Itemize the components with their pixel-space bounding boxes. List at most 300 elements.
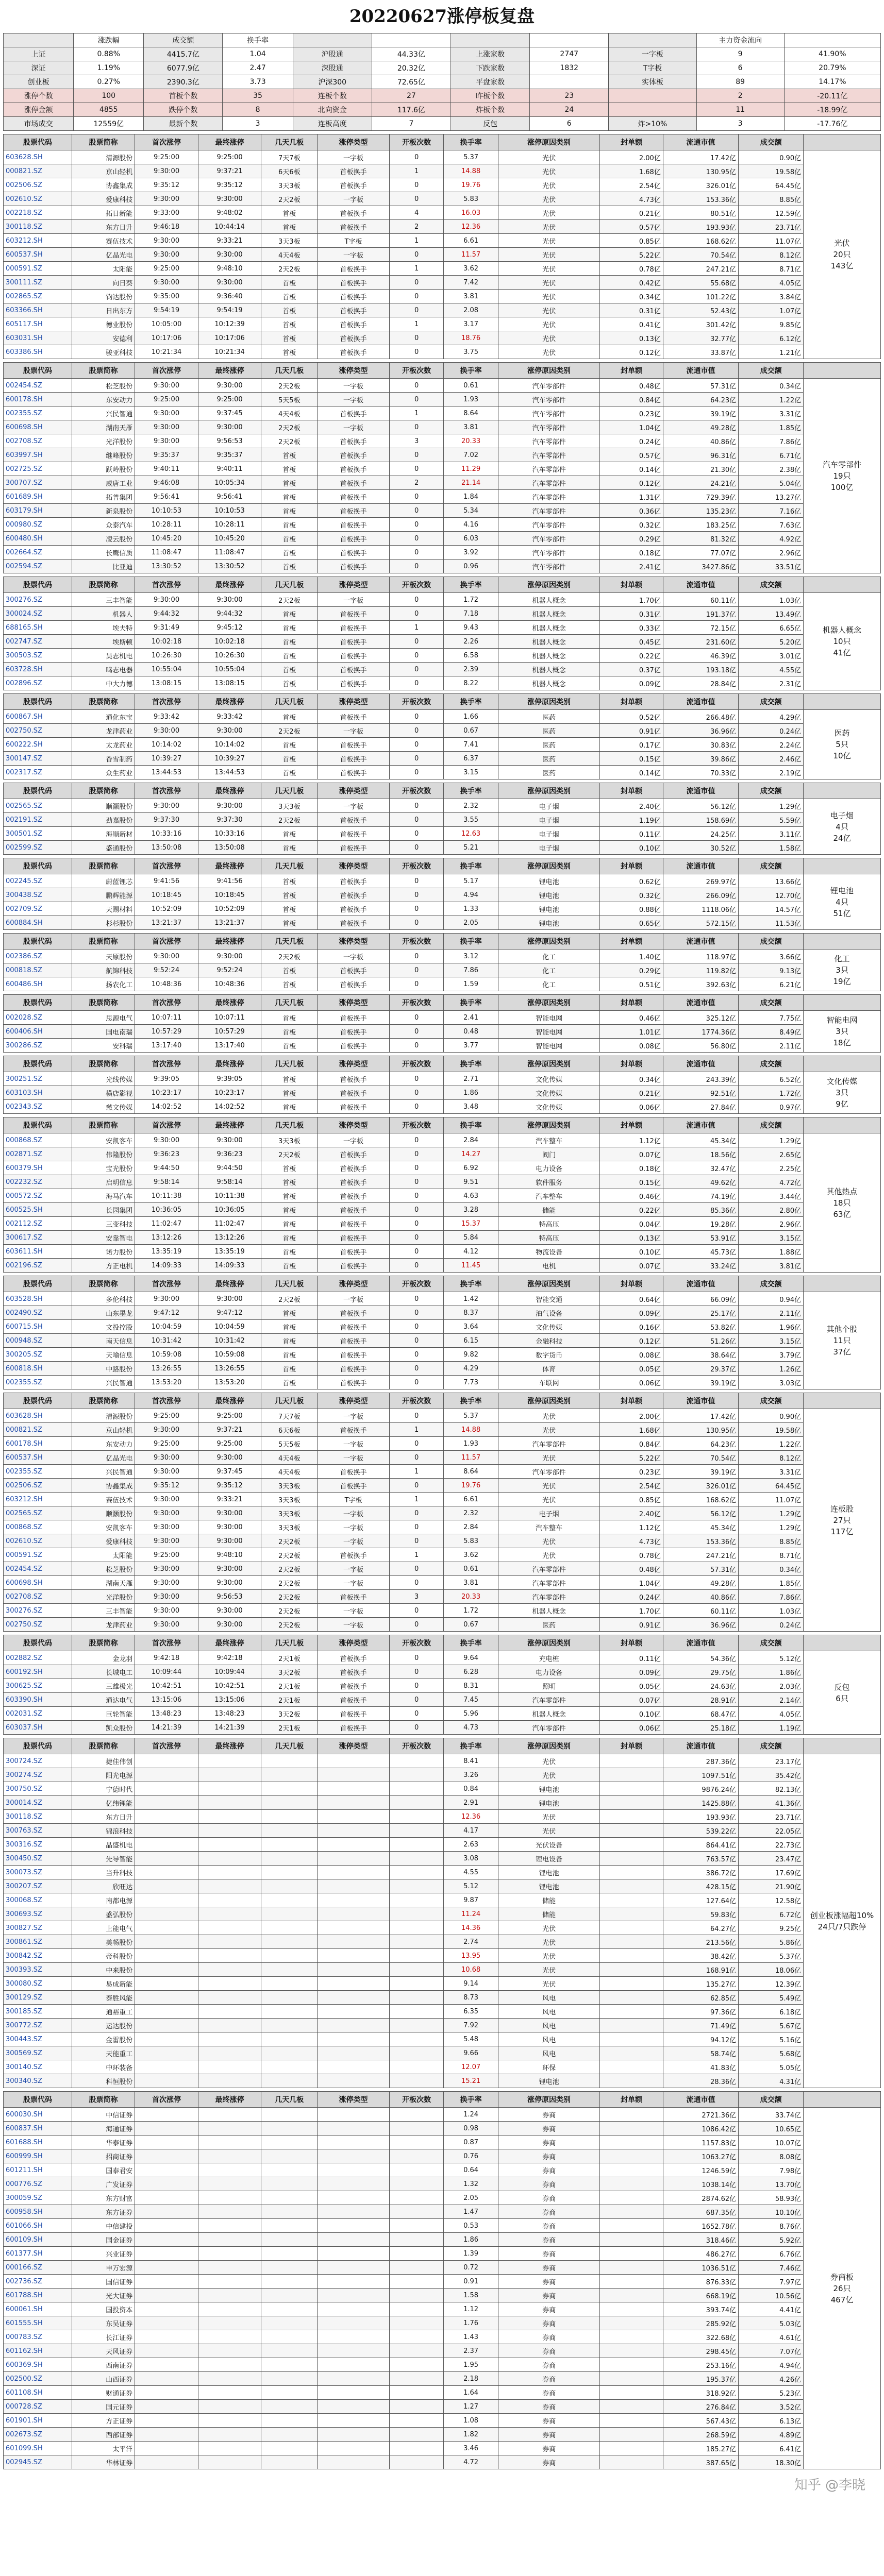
table-cell: 13.95: [444, 1949, 498, 1963]
table-cell: 0.46亿: [600, 1189, 663, 1203]
table-cell: 11:02:47: [135, 1217, 198, 1231]
summary-cell: 2390.3亿: [144, 75, 223, 89]
table-cell: 1.72亿: [739, 1086, 804, 1100]
table-cell: 0: [389, 546, 444, 560]
table-row: [4, 1072, 881, 1086]
table-row: [4, 518, 881, 532]
table-cell: 首板: [261, 206, 318, 220]
table-cell: 9.51: [444, 1175, 498, 1189]
table-cell: 39.19亿: [663, 406, 738, 420]
table-cell: [600, 2247, 663, 2261]
column-header: 封单额: [600, 1393, 663, 1409]
table-cell: 23.71亿: [739, 220, 804, 234]
table-row: [4, 813, 881, 827]
summary-cell: T字板: [609, 61, 696, 75]
table-row: [4, 290, 881, 303]
table-row: [4, 1963, 881, 1977]
table-cell: 众生药业: [72, 766, 135, 779]
stock-section-table: [3, 1117, 881, 1273]
table-cell: [318, 1754, 390, 1768]
table-cell: 5.20亿: [739, 635, 804, 649]
table-cell: 600818.SH: [4, 1362, 72, 1376]
column-header: 流通市值: [663, 577, 738, 593]
table-cell: 一字板: [318, 1506, 390, 1520]
table-cell: 9:30:00: [135, 420, 198, 434]
table-cell: 12.58亿: [739, 1893, 804, 1907]
column-header: 成交额: [739, 934, 804, 950]
table-row: [4, 379, 881, 393]
table-cell: 东安动力: [72, 393, 135, 406]
table-cell: 2天2板: [261, 1548, 318, 1562]
table-cell: [198, 2191, 261, 2205]
table-cell: 券商: [498, 2289, 599, 2302]
table-cell: 300501.SZ: [4, 827, 72, 841]
table-cell: 首板: [261, 710, 318, 724]
market-summary-table: [3, 33, 881, 131]
table-cell: 汽车整车: [498, 1520, 599, 1534]
table-cell: 14.27: [444, 1147, 498, 1161]
table-cell: 宁德时代: [72, 1782, 135, 1796]
column-header: 成交额: [739, 1056, 804, 1072]
table-cell: 1.72: [444, 1604, 498, 1618]
table-cell: 7.86: [444, 963, 498, 977]
table-cell: 9:39:05: [198, 1072, 261, 1086]
table-cell: [261, 2019, 318, 2032]
table-cell: 0: [389, 276, 444, 290]
table-cell: [198, 2358, 261, 2372]
table-cell: 0.46亿: [600, 1011, 663, 1025]
table-cell: 光伏: [498, 317, 599, 331]
table-cell: [389, 2074, 444, 2088]
column-header: 涨停原因类别: [498, 995, 599, 1011]
table-cell: 5天5板: [261, 1437, 318, 1451]
table-cell: 7天7板: [261, 1409, 318, 1423]
table-cell: [389, 2032, 444, 2046]
table-cell: 汽车零部件: [498, 1465, 599, 1479]
table-cell: 券商: [498, 2275, 599, 2289]
column-header: 开板次数: [389, 577, 444, 593]
table-row: [4, 1810, 881, 1824]
table-row: [4, 393, 881, 406]
table-cell: 25.18亿: [663, 1721, 738, 1735]
table-row: [4, 2261, 881, 2275]
table-cell: [261, 2032, 318, 2046]
table-cell: 首板换手: [318, 532, 390, 546]
table-cell: 智能交通: [498, 1292, 599, 1306]
table-cell: 3.48: [444, 1100, 498, 1114]
table-row: [4, 1977, 881, 1991]
summary-cell: 20.79%: [784, 61, 880, 75]
column-header: 封单额: [600, 858, 663, 874]
column-header: 流通市值: [663, 1393, 738, 1409]
table-cell: 4.89亿: [739, 2428, 804, 2442]
table-cell: 首板换手: [318, 490, 390, 504]
table-cell: 通达电气: [72, 1693, 135, 1707]
table-cell: [318, 1768, 390, 1782]
column-header: 股票代码: [4, 934, 72, 950]
table-cell: 0: [389, 799, 444, 813]
table-cell: 19.58亿: [739, 164, 804, 178]
table-cell: 0: [389, 1651, 444, 1665]
table-cell: 23.47亿: [739, 1852, 804, 1866]
table-cell: 0: [389, 1217, 444, 1231]
table-row: [4, 1348, 881, 1362]
table-row: [4, 1782, 881, 1796]
table-cell: 2天2板: [261, 724, 318, 738]
table-cell: 券商: [498, 2414, 599, 2428]
table-cell: 13:48:23: [135, 1707, 198, 1721]
column-header: 股票简称: [72, 694, 135, 710]
table-cell: 39.19亿: [663, 1465, 738, 1479]
table-cell: 1.68亿: [600, 164, 663, 178]
table-cell: 汽车零部件: [498, 490, 599, 504]
table-cell: 6.13亿: [739, 2414, 804, 2428]
table-cell: 0.67: [444, 1618, 498, 1632]
table-cell: 10:09:44: [198, 1665, 261, 1679]
table-cell: 首板换手: [318, 607, 390, 621]
table-cell: 14:09:33: [198, 1259, 261, 1273]
table-cell: [389, 2289, 444, 2302]
table-cell: 券商: [498, 2330, 599, 2344]
table-cell: 凌云股份: [72, 532, 135, 546]
table-cell: 5.49亿: [739, 1991, 804, 2005]
table-cell: 赛伍技术: [72, 1493, 135, 1506]
table-cell: [198, 2289, 261, 2302]
table-cell: 光伏: [498, 220, 599, 234]
table-cell: [198, 2136, 261, 2149]
table-cell: 4.73亿: [600, 1534, 663, 1548]
table-cell: [389, 1893, 444, 1907]
table-cell: 太阳能: [72, 1548, 135, 1562]
table-cell: [318, 2233, 390, 2247]
table-cell: 24.63亿: [663, 1679, 738, 1693]
table-cell: 首板: [261, 1203, 318, 1217]
table-row: [4, 1465, 881, 1479]
table-cell: 4天4板: [261, 1451, 318, 1465]
table-cell: [198, 2372, 261, 2386]
table-cell: 10:14:02: [198, 738, 261, 752]
table-cell: 充电桩: [498, 1651, 599, 1665]
table-cell: 7.97亿: [739, 2275, 804, 2289]
table-cell: [198, 2414, 261, 2428]
table-cell: 中信证券: [72, 2108, 135, 2122]
table-cell: [198, 2177, 261, 2191]
table-cell: 9:56:53: [198, 1590, 261, 1604]
table-cell: 首板换手: [318, 1203, 390, 1217]
table-cell: [389, 2108, 444, 2122]
table-cell: 101.22亿: [663, 290, 738, 303]
table-cell: 首板换手: [318, 827, 390, 841]
table-cell: 6.72亿: [739, 1907, 804, 1921]
table-cell: 5.84: [444, 1231, 498, 1245]
table-cell: 0: [389, 663, 444, 676]
table-cell: 10:36:05: [198, 1203, 261, 1217]
table-cell: [600, 2442, 663, 2455]
table-cell: 36.96亿: [663, 1618, 738, 1632]
table-cell: 18.56亿: [663, 1147, 738, 1161]
table-cell: 600537.SH: [4, 1451, 72, 1465]
table-cell: 9:30:00: [135, 1590, 198, 1604]
table-cell: 物流设备: [498, 1245, 599, 1259]
table-cell: 9:37:45: [198, 406, 261, 420]
table-cell: [318, 2428, 390, 2442]
table-cell: 387.65亿: [663, 2455, 738, 2469]
table-cell: 1038.14亿: [663, 2177, 738, 2191]
table-cell: 首板: [261, 1245, 318, 1259]
table-cell: [600, 2219, 663, 2233]
column-header: 换手率: [444, 934, 498, 950]
table-cell: 南天信息: [72, 1334, 135, 1348]
column-header: 几天几板: [261, 783, 318, 799]
table-cell: 0.07亿: [600, 1693, 663, 1707]
table-cell: 一字板: [318, 1409, 390, 1423]
table-row: [4, 1935, 881, 1949]
table-cell: 7.16亿: [739, 504, 804, 518]
table-cell: 11.29: [444, 462, 498, 476]
table-cell: 首板: [261, 1334, 318, 1348]
column-header: 几天几板: [261, 858, 318, 874]
table-row: [4, 2247, 881, 2261]
table-cell: 环保: [498, 2060, 599, 2074]
table-cell: 3.81: [444, 420, 498, 434]
table-cell: 长鹰信质: [72, 546, 135, 560]
table-cell: 0: [389, 1039, 444, 1053]
section-header-row: [4, 858, 881, 874]
summary-row: [4, 33, 881, 47]
table-cell: 东方日升: [72, 1810, 135, 1824]
table-cell: 9:30:00: [135, 406, 198, 420]
table-cell: 储能: [498, 1907, 599, 1921]
table-cell: 9:35:12: [198, 1479, 261, 1493]
table-cell: 券商: [498, 2358, 599, 2372]
table-cell: 机器人概念: [498, 676, 599, 690]
table-cell: 2天2板: [261, 1562, 318, 1576]
table-cell: 96.31亿: [663, 448, 738, 462]
table-cell: 汽车零部件: [498, 546, 599, 560]
summary-cell: 沪深300: [293, 75, 372, 89]
table-cell: 首板: [261, 1011, 318, 1025]
table-cell: 6.28: [444, 1665, 498, 1679]
table-cell: 000868.SZ: [4, 1520, 72, 1534]
section-label: 化工 3只 19亿: [804, 950, 881, 991]
table-cell: 10:07:11: [198, 1011, 261, 1025]
table-row: [4, 560, 881, 573]
table-cell: 9:30:00: [135, 164, 198, 178]
table-cell: 科恒股份: [72, 2074, 135, 2088]
table-cell: 118.97亿: [663, 950, 738, 963]
table-cell: 2.65亿: [739, 1147, 804, 1161]
table-cell: 9:35:37: [198, 448, 261, 462]
table-cell: 券商: [498, 2386, 599, 2400]
table-row: [4, 2358, 881, 2372]
table-cell: 27.84亿: [663, 1100, 738, 1114]
table-cell: [198, 1893, 261, 1907]
table-cell: 顺灏股份: [72, 1506, 135, 1520]
table-cell: [198, 1921, 261, 1935]
table-cell: 2.26: [444, 635, 498, 649]
table-row: [4, 164, 881, 178]
table-cell: 0.18亿: [600, 1161, 663, 1175]
table-row: [4, 1217, 881, 1231]
section-label: 光伏 20只 143亿: [804, 150, 881, 359]
table-cell: [318, 2005, 390, 2019]
table-cell: [600, 2261, 663, 2275]
sections-container: [3, 134, 881, 2469]
table-cell: [198, 2455, 261, 2469]
table-row: [4, 710, 881, 724]
table-cell: 600884.SH: [4, 916, 72, 930]
column-header: 首次涨停: [135, 363, 198, 379]
table-cell: 6.92: [444, 1161, 498, 1175]
table-cell: 002673.SZ: [4, 2428, 72, 2442]
table-cell: 光伏: [498, 234, 599, 248]
table-cell: [261, 2191, 318, 2205]
table-cell: 0: [389, 1147, 444, 1161]
table-cell: 医药: [498, 766, 599, 779]
table-cell: 10:26:30: [135, 649, 198, 663]
table-cell: 10:31:42: [198, 1334, 261, 1348]
column-header: 几天几板: [261, 577, 318, 593]
table-cell: 15.37: [444, 1217, 498, 1231]
table-cell: 券商: [498, 2442, 599, 2455]
table-cell: 231.60亿: [663, 635, 738, 649]
summary-cell: 深证: [4, 61, 74, 75]
table-cell: 8.49亿: [739, 1025, 804, 1039]
table-cell: 0.88亿: [600, 902, 663, 916]
table-cell: 光伏: [498, 178, 599, 192]
table-cell: 1.03亿: [739, 593, 804, 607]
section-header-row: [4, 1738, 881, 1754]
table-cell: 5.86亿: [739, 1935, 804, 1949]
table-cell: 中信建投: [72, 2219, 135, 2233]
table-cell: 申万宏源: [72, 2261, 135, 2275]
table-cell: 券商: [498, 2344, 599, 2358]
table-cell: 0: [389, 752, 444, 766]
table-cell: 3.26: [444, 1768, 498, 1782]
table-cell: 688165.SH: [4, 621, 72, 635]
table-cell: [198, 1838, 261, 1852]
table-cell: 光伏: [498, 1423, 599, 1437]
table-cell: 9:30:00: [198, 1534, 261, 1548]
table-cell: 0: [389, 902, 444, 916]
table-cell: [600, 1866, 663, 1879]
table-cell: 华泰证券: [72, 2136, 135, 2149]
table-cell: 10:55:04: [135, 663, 198, 676]
table-cell: 10:23:17: [135, 1086, 198, 1100]
table-cell: 9:25:00: [135, 1437, 198, 1451]
column-header: 涨停类型: [318, 363, 390, 379]
table-cell: 002355.SZ: [4, 1376, 72, 1389]
table-cell: 1.26亿: [739, 1362, 804, 1376]
table-cell: 5.92亿: [739, 2233, 804, 2247]
column-header: 换手率: [444, 1056, 498, 1072]
table-cell: 153.36亿: [663, 192, 738, 206]
table-row: [4, 902, 881, 916]
column-header-blank: [804, 1276, 881, 1292]
table-row: [4, 2205, 881, 2219]
table-cell: 首板换手: [318, 504, 390, 518]
summary-cell: 0.88%: [74, 47, 144, 61]
table-cell: 一字板: [318, 1562, 390, 1576]
table-cell: [261, 1893, 318, 1907]
table-cell: 电子烟: [498, 813, 599, 827]
table-cell: 首板换手: [318, 766, 390, 779]
table-cell: 香雪制药: [72, 752, 135, 766]
column-header: 几天几板: [261, 995, 318, 1011]
table-cell: 8.76亿: [739, 2219, 804, 2233]
table-cell: 国投资本: [72, 2302, 135, 2316]
table-cell: [600, 2060, 663, 2074]
table-row: [4, 220, 881, 234]
table-cell: [600, 2005, 663, 2019]
column-header: 首次涨停: [135, 694, 198, 710]
section-header-row: [4, 1056, 881, 1072]
table-cell: 3.15亿: [739, 1334, 804, 1348]
table-cell: 3天3板: [261, 1133, 318, 1147]
table-cell: 603366.SH: [4, 303, 72, 317]
table-cell: [135, 2442, 198, 2455]
table-cell: 1.29亿: [739, 1133, 804, 1147]
column-header: 成交额: [739, 858, 804, 874]
table-cell: 10:10:53: [198, 504, 261, 518]
table-cell: 0.31亿: [600, 607, 663, 621]
table-cell: 首板换手: [318, 1465, 390, 1479]
table-cell: 8.85亿: [739, 1534, 804, 1548]
table-cell: 9:25:00: [135, 1548, 198, 1562]
table-cell: 伟隆股份: [72, 1147, 135, 1161]
table-cell: 0.61: [444, 379, 498, 393]
table-cell: 1.96亿: [739, 1320, 804, 1334]
table-cell: 5.83: [444, 192, 498, 206]
table-cell: [135, 2149, 198, 2163]
table-cell: [600, 2149, 663, 2163]
table-cell: [600, 2302, 663, 2316]
table-row: [4, 799, 881, 813]
table-cell: 300316.SZ: [4, 1838, 72, 1852]
table-cell: 机器人概念: [498, 1707, 599, 1721]
table-cell: [600, 2344, 663, 2358]
table-cell: [600, 1991, 663, 2005]
column-header: 换手率: [444, 2092, 498, 2108]
summary-cell: 14.17%: [784, 75, 880, 89]
table-cell: [261, 2344, 318, 2358]
table-cell: 11.45: [444, 1259, 498, 1273]
table-cell: 汽车零部件: [498, 1437, 599, 1451]
table-row: [4, 1907, 881, 1921]
column-header: 涨停原因类别: [498, 1056, 599, 1072]
table-cell: 300068.SZ: [4, 1893, 72, 1907]
table-cell: 19.76: [444, 1479, 498, 1493]
summary-cell: 1832: [530, 61, 609, 75]
stock-section-table: [3, 858, 881, 930]
table-cell: 5.23亿: [739, 2386, 804, 2400]
table-cell: 1.22亿: [739, 1437, 804, 1451]
column-header: 换手率: [444, 1276, 498, 1292]
table-row: [4, 2177, 881, 2191]
table-cell: 4.55亿: [739, 663, 804, 676]
table-cell: 1: [389, 164, 444, 178]
table-cell: 首板: [261, 1175, 318, 1189]
table-cell: [318, 1907, 390, 1921]
column-header: 成交额: [739, 995, 804, 1011]
table-cell: 5.05亿: [739, 2060, 804, 2074]
table-cell: 0.96: [444, 560, 498, 573]
column-header: 成交额: [739, 134, 804, 150]
table-cell: [198, 2149, 261, 2163]
table-cell: [135, 2455, 198, 2469]
table-cell: 002708.SZ: [4, 1590, 72, 1604]
table-cell: [389, 1768, 444, 1782]
